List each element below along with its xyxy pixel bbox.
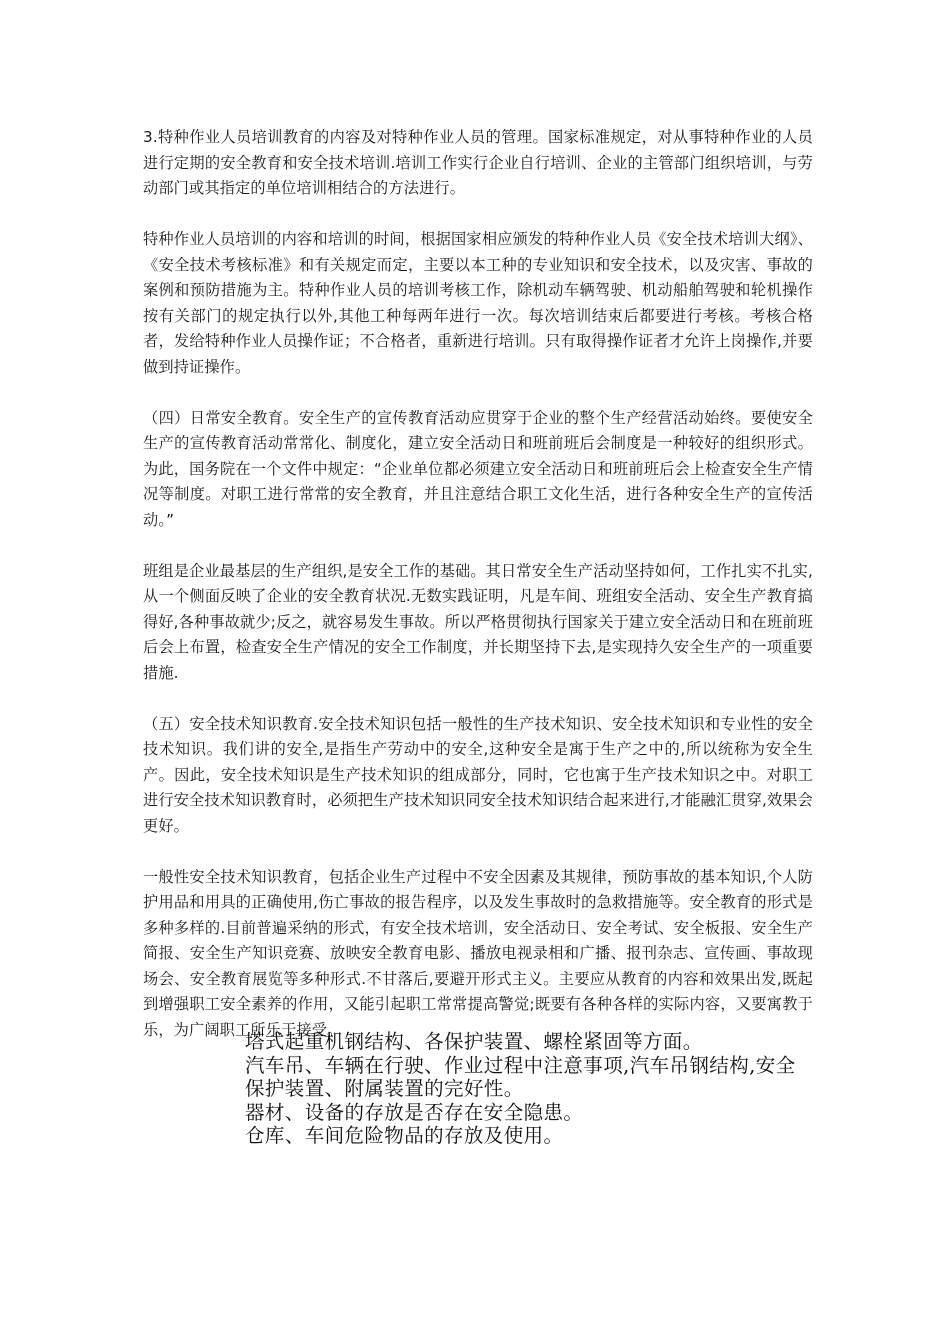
checklist-item-truck-crane: 汽车吊、车辆在行驶、作业过程中注意事项,汽车吊钢结构,安全保护装置、附属装置的完好性。 bbox=[245, 1053, 796, 1100]
checklist-item-equipment-storage: 器材、设备的存放是否存在安全隐患。 bbox=[245, 1100, 584, 1124]
paragraph-general-safety-knowledge: 一般性安全技术知识教育，包括企业生产过程中不安全因素及其规律，预防事故的基本知识,个人防护用品和用具的正确使用,伤亡事故的报告程序，以及发生事故时的急救措施等。安全教育的形式是多种多样的.目前普遍采纳的形式，有安全技术培训，安全活动日、安全考试、安全板报、安全生产简报、安全生产知识竞赛、放映安全教育电影、播放电视录相和广播、报刊杂志、宣传画、事故现场会、安全教育展览等多种形式.不甘落后,要避开形式主义。主要应从教育的内容和效果出发,既起到增强职工安全素养的作用，又能引起职工常常提高警觉;既要有各种各样的实际内容，又要寓教于乐，为广阔职工所乐于接受。 bbox=[143, 867, 813, 1039]
body-text bbox=[143, 125, 813, 1069]
paragraph-daily-safety-education: （四）日常安全教育。安全生产的宣传教育活动应贯穿于企业的整个生产经营活动始终。要使安全生产的宣传教育活动常常化、制度化，建立安全活动日和班前班后会制度是一种较好的组织形式。为此，国务院在一个文件中规定：“企业单位都必须建立安全活动日和班前班后会上检查安全生产情况等制度。对职工进行常常的安全教育，并且注意结合职工文化生活，进行各种安全生产的宣传活动。” bbox=[143, 408, 813, 529]
checklist-item-tower-crane: 塔式起重机钢结构、各保护装置、螺栓紧固等方面。 bbox=[245, 1030, 703, 1053]
paragraph-team-safety-activities: 班组是企业最基层的生产组织,是安全工作的基础。其日常安全生产活动坚持如何，工作扎实不扎实,从一个侧面反映了企业的安全教育状况.无数实践证明，凡是车间、班组安全活动、安全生产教育搞得好,各种事故就少;反之，就容易发生事故。所以严格贯彻执行国家关于建立安全活动日和在班前班后会上布置，检查安全生产情况的安全工作制度，并长期坚持下去,是实现持久安全生产的一项重要措施. bbox=[143, 561, 813, 682]
checklist-item-hazardous-materials: 仓库、车间危险物品的存放及使用。 bbox=[245, 1124, 564, 1147]
paragraph-training-content: 特种作业人员培训的内容和培训的时间，根据国家相应颁发的特种作业人员《安全技术培训大纲》、《安全技术考核标准》和有关规定而定，主要以本工种的专业知识和安全技术，以及灾害、事故的案例和预防措施为主。特种作业人员的培训考核工作，除机动车辆驾驶、机动船舶驾驶和轮机操作按有关部门的规定执行以外,其他工种每两年进行一次。每次培训结束后都要进行考核。考核合格者，发给特种作业人员操作证；不合格者，重新进行培训。只有取得操作证者才允许上岗操作,并要做到持证操作。 bbox=[143, 230, 813, 376]
inspection-checklist bbox=[245, 1030, 815, 1148]
paragraph-safety-technical-knowledge: （五）安全技术知识教育.安全技术知识包括一般性的生产技术知识、安全技术知识和专业性的安全技术知识。我们讲的安全,是指生产劳动中的安全,这种安全是寓于生产之中的,所以统称为安全生产。因此，安全技术知识是生产技术知识的组成部分，同时，它也寓于生产技术知识之中。对职工进行安全技术知识教育时，必须把生产技术知识同安全技术知识结合起来进行,才能融汇贯穿,效果会更好。 bbox=[143, 714, 813, 835]
paragraph-special-operator-training: 3.特种作业人员培训教育的内容及对特种作业人员的管理。国家标准规定，对从事特种作业的人员进行定期的安全教育和安全技术培训.培训工作实行企业自行培训、企业的主管部门组织培训，与劳动部门或其指定的单位培训相结合的方法进行。 bbox=[143, 128, 813, 197]
